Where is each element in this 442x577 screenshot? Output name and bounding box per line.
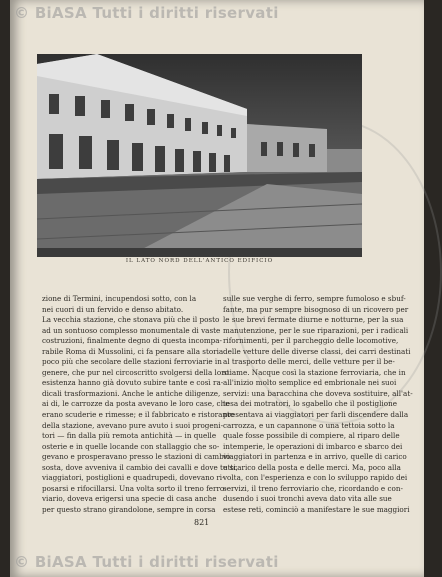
- text-line: presentava ai viaggiatori per farli discendere dalla: [223, 410, 409, 420]
- copyright-watermark-bottom: © BiASA Tutti i diritti riservati: [14, 553, 279, 571]
- text-line: osterie e in quelle locande con stallaggio che so-: [42, 441, 220, 451]
- text-line: posarsi e rifocillarsi. Una volta sorto il treno ferro-: [42, 483, 227, 493]
- right-text-column: [223, 294, 413, 515]
- text-line: rabile Roma di Mussolini, ci fa pensare alla storia: [42, 346, 224, 356]
- left-text-column: [42, 294, 238, 515]
- text-line: per questo strano girandolone, sempre in corsa: [42, 504, 216, 514]
- document-page: [10, 0, 424, 577]
- text-line: al trasporto delle merci, delle vetture per il be-: [223, 357, 395, 367]
- text-line: fante, ma pur sempre bisognoso di un ricovero per: [223, 304, 409, 314]
- text-line: dusendo i suoi tronchi aveva dato vita alle sue: [223, 494, 392, 504]
- text-line: manutenzione, per le sue riparazioni, per i radicali: [223, 325, 409, 335]
- figure-caption: IL LATO NORD DELL'ANTICO EDIFICIO: [125, 258, 274, 264]
- text-line: servizi: una baracchina che doveva sostituire, all'at-: [223, 388, 413, 398]
- text-line: ai di, le carrozze da posta avevano le loro case, che: [42, 399, 230, 409]
- text-line: servizi, il treno ferroviario che, ricordando e con-: [223, 483, 403, 493]
- text-line: all'inizio molto semplice ed embrionale nei suoi: [223, 378, 397, 388]
- copyright-watermark-top: © BiASA Tutti i diritti riservati: [14, 4, 279, 22]
- text-line: erano scuderie e rimesse; e il fabbricato e ristorante: [42, 410, 235, 420]
- text-line: nei cuori di un fervido e denso abitato.: [42, 304, 184, 314]
- text-line: intemperie, le operazioni di imbarco e sbarco dei: [223, 441, 403, 451]
- text-line: tori — fin dalla più remota antichità — in quelle: [42, 431, 217, 441]
- text-line: stiame. Nacque così la stazione ferroviaria, che in: [223, 367, 406, 377]
- text-line: tesa dei motratori, lo sgabello che il postiglione: [223, 399, 397, 409]
- text-line: viaggiatori, postiglioni e quadrupedi, dovevano ri-: [42, 473, 225, 483]
- text-line: costruzioni, finalmente degno di questa incompa-: [42, 336, 222, 346]
- text-line: esistenza hanno già dovuto subire tante e così ra-: [42, 378, 224, 388]
- text-line: estese reti, cominciò a manifestare le sue maggiori: [223, 504, 410, 514]
- page-number: 821: [194, 518, 210, 527]
- text-line: volta, con l'esperienza e con lo sviluppo rapido dei: [223, 473, 408, 483]
- text-line: della stazione, avevano pure avuto i suoi progeni-: [42, 420, 224, 430]
- text-line: e scarico della posta e delle merci. Ma, poco alla: [223, 462, 401, 472]
- text-line: genere, che pur nel circoscritto svolgersi della loro: [42, 367, 229, 377]
- text-line: gevano e prosperavano presso le stazioni di cambio: [42, 452, 231, 462]
- text-line: quale fosse possibile di compiere, al riparo delle: [223, 431, 400, 441]
- text-line: poco più che secolare delle stazioni ferroviarie in: [42, 357, 222, 367]
- building-photograph: [37, 54, 362, 257]
- building-photograph-image: [37, 54, 362, 257]
- text-line: sosta, dove avveniva il cambio dei cavalli e dove tutti,: [42, 462, 238, 472]
- text-line: rifornimenti, per il parcheggio delle locomotive,: [223, 336, 399, 346]
- text-line: viaggiatori in partenza e in arrivo, quelle di carico: [223, 452, 407, 462]
- text-line: carrozza, e un capannone o una tettoia sotto la: [223, 420, 395, 430]
- text-line: delle vetture delle diverse classi, dei carri destinati: [223, 346, 411, 356]
- text-line: La vecchia stazione, che stonava più che il posto: [42, 315, 220, 325]
- text-line: le sue brevi fermate diurne e notturne, per la sua: [223, 315, 404, 325]
- text-line: ad un sontuoso complesso monumentale di vaste: [42, 325, 221, 335]
- text-line: sulle sue verghe di ferro, sempre fumoloso e sbuf-: [223, 294, 406, 303]
- text-line: zione di Termini, incupendosi sotto, con la: [42, 294, 197, 303]
- text-line: dicali trasformazioni. Anche le antiche diligenze,: [42, 388, 221, 398]
- text-line: viario, doveva erigersi una specie di casa anche: [42, 494, 217, 504]
